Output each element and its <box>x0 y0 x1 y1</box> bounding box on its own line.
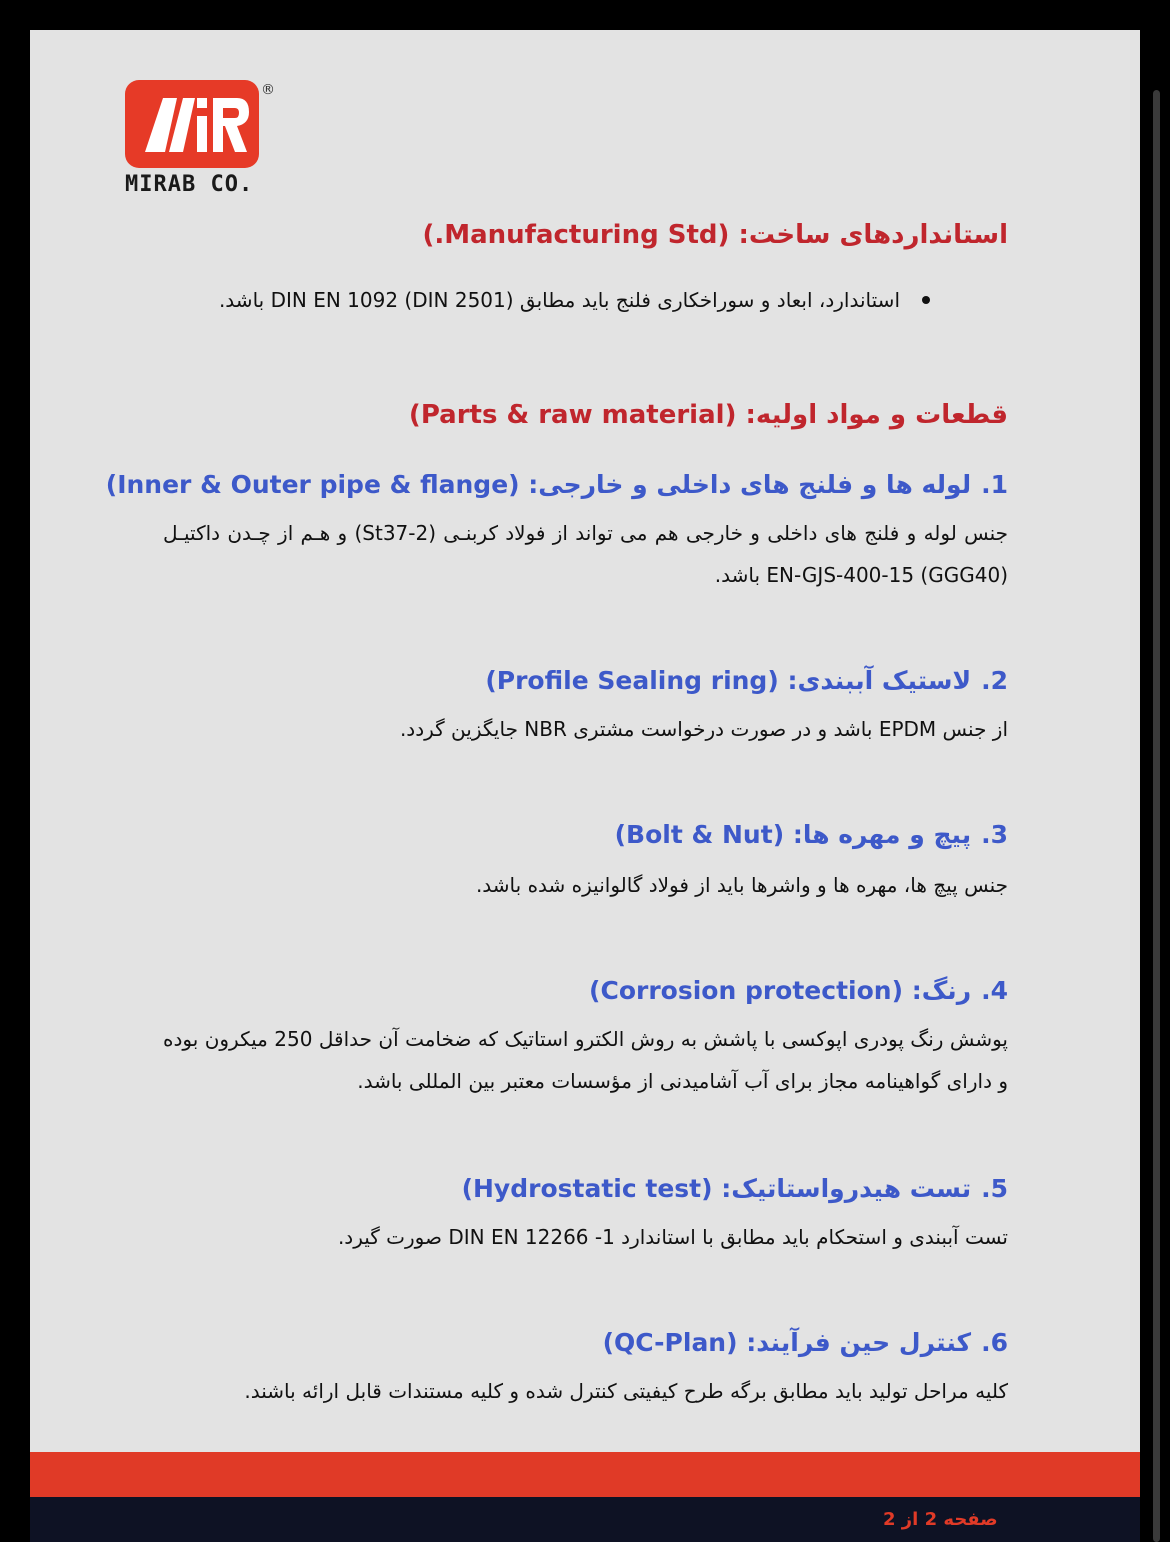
item-3-number: 3. <box>981 820 1008 849</box>
item-6-title: کنترل حین فرآیند: (QC-Plan) <box>602 1328 972 1357</box>
item-4-heading <box>589 976 1008 1005</box>
document-page <box>30 30 1140 1452</box>
item-5-number: 5. <box>981 1174 1008 1203</box>
item-6-text: کلیه مراحل تولید باید مطابق برگه طرح کیفیتی کنترل شده و کلیه مستندات قابل ارائه باشند. <box>244 1379 1008 1403</box>
item-4-title: رنگ: (Corrosion protection) <box>589 976 972 1005</box>
item-1-number: 1. <box>981 470 1008 499</box>
item-5-text: تست آببندی و استحکام باید مطابق با استاندارد DIN EN 12266 -1 صورت گیرد. <box>337 1225 1008 1249</box>
parts-heading: قطعات و مواد اولیه: (Parts & raw material) <box>408 400 1008 430</box>
item-6-number: 6. <box>981 1328 1008 1357</box>
item-1-text: جنس لوله و فلنج های داخلی و خارجی هم می تواند از فولاد کربنـی (St37-2) و هـم از چـدن داکتیـل (EN-GJS-400-15 (GGG40 باشد. <box>163 521 1008 587</box>
vertical-scrollbar[interactable] <box>1153 90 1160 1542</box>
item-3-title: پیچ و مهره ها: (Bolt & Nut) <box>614 820 972 849</box>
item-2-number: 2. <box>981 666 1008 695</box>
item-4-number: 4. <box>981 976 1008 1005</box>
manufacturing-bullet <box>219 288 930 312</box>
item-1-heading <box>106 470 1008 499</box>
item-6-heading <box>603 1328 1008 1357</box>
logo-wordmark: MIRAB CO. <box>125 172 254 197</box>
item-3-heading <box>615 820 1008 849</box>
footer-red-band <box>30 1452 1140 1497</box>
bullet-icon <box>922 296 930 304</box>
item-2-title: لاستیک آببندی: (Profile Sealing ring) <box>485 666 972 695</box>
page-footer <box>30 1497 1140 1542</box>
page-number-label: صفحه 2 از 2 <box>883 1509 998 1530</box>
company-logo <box>125 80 285 200</box>
manufacturing-bullet-text: استاندارد، ابعاد و سوراخکاری فلنج باید مطابق (DIN EN 1092 (DIN 2501 باشد. <box>218 288 900 312</box>
item-3-text: جنس پیچ ها، مهره ها و واشرها باید از فولاد گالوانیزه شده باشد. <box>475 873 1008 897</box>
registered-mark: ® <box>261 82 275 98</box>
item-2-text: از جنس EPDM باشد و در صورت درخواست مشتری NBR جایگزین گردد. <box>399 717 1008 741</box>
item-5-heading <box>462 1174 1008 1203</box>
item-2-heading <box>485 666 1008 695</box>
item-4-text: پوشش رنگ پودری اپوکسی با پاشش به روش الکترو استاتیک که ضخامت آن حداقل 250 میکرون بوده و دارای گواهینامه مجاز برای آب آشامیدنی از مؤسسات معتبر بین المللی باشد. <box>163 1027 1008 1093</box>
manufacturing-heading: استانداردهای ساخت: (Manufacturing Std.) <box>422 220 1008 250</box>
logo-mark-icon <box>125 80 259 168</box>
logo-emblem <box>125 80 259 168</box>
item-5-title: تست هیدرواستاتیک: (Hydrostatic test) <box>461 1174 972 1203</box>
item-1-title: لوله ها و فلنج های داخلی و خارجی: (Inner & Outer pipe & flange) <box>105 470 972 499</box>
